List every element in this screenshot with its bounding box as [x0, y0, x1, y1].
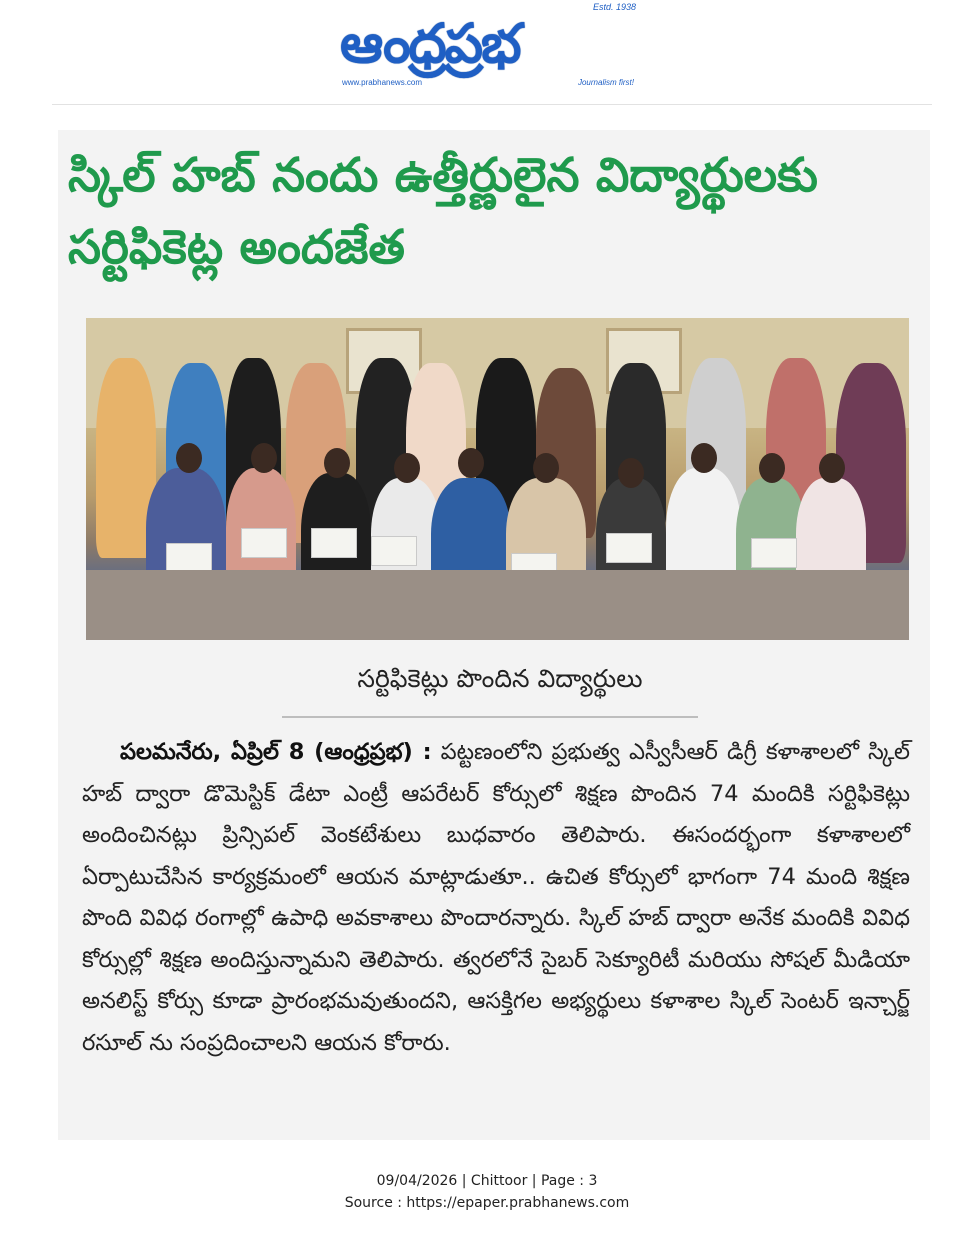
article-dateline: పలమనేరు, ఏప్రిల్ 8 (ఆంధ్రప్రభ) : [120, 739, 432, 765]
photo-certificate [166, 543, 212, 573]
caption-divider [282, 716, 698, 718]
photo-head [394, 453, 420, 483]
article-photo [86, 318, 909, 640]
photo-head [819, 453, 845, 483]
established-label: Estd. 1938 [592, 2, 636, 12]
photo-head [618, 458, 644, 488]
photo-head [458, 448, 484, 478]
newspaper-logo: ఆంధ్రప్రభ [340, 12, 520, 75]
photo-head [533, 453, 559, 483]
photo-caption: సర్టిఫికెట్లు పొందిన విద్యార్థులు [357, 664, 643, 693]
photo-certificate [371, 536, 417, 566]
photo-certificate [241, 528, 287, 558]
photo-certificate [606, 533, 652, 563]
page-footer [0, 1170, 974, 1214]
masthead [330, 0, 640, 95]
photo-head [176, 443, 202, 473]
article-headline: స్కిల్ హబ్ నందు ఉత్తీర్ణులైన విద్యార్థులకు సర్టిఫికెట్ల అందజేత [68, 148, 818, 275]
article-body-text: పట్టణంలోని ప్రభుత్వ ఎస్వీసీఆర్ డిగ్రీ కళాశాలలో స్కిల్ హబ్ ద్వారా డొమెస్టిక్ డేటా ఎంట్రీ ఆపరేటర్ కోర్సులో శిక్షణ పొందిన 74 మందికి సర్టిఫికెట్లు అందించినట్లు ప్రిన్సిపల్ వెంకటేశులు బుధవారం తెలిపారు. ఈసందర్భంగా కళాశాలలో ఏర్పాటుచేసిన కార్యక్రమంలో ఆయన మాట్లాడుతూ.. ఉచిత కోర్సులో భాగంగా 74 మంది శిక్షణ పొంది వివిధ రంగాల్లో ఉపాధి అవకాశాలు పొందారన్నారు. స్కిల్ హబ్ ద్వారా అనేక మందికి వివిధ కోర్సుల్లో శిక్షణ అందిస్తున్నామని తెలిపారు. త్వరలోనే సైబర్ సెక్యూరిటీ మరియు సోషల్ మీడియా అనలిస్ట్ కోర్సు కూడా ప్రారంభమవుతుందని, ఆసక్తిగల అభ్యర్థులు కళాశాల స్కిల్ సెంటర్ ఇన్చార్జ్ రసూల్ ను సంప్రదించాలని ఆయన కోరారు. [82, 739, 910, 1056]
photo-floor [86, 570, 909, 640]
photo-certificate [311, 528, 357, 558]
footer-edition-line: 09/04/2026 | Chittoor | Page : 3 [376, 1173, 598, 1189]
photo-head [324, 448, 350, 478]
footer-source-line: Source : https://epaper.prabhanews.com [344, 1195, 630, 1211]
photo-head [691, 443, 717, 473]
photo-certificate [751, 538, 797, 568]
tagline-label: Journalism first! [577, 78, 634, 87]
website-label: www.prabhanews.com [342, 78, 423, 87]
masthead-divider [52, 104, 932, 105]
photo-head [759, 453, 785, 483]
article-body [82, 732, 910, 1064]
photo-head [251, 443, 277, 473]
